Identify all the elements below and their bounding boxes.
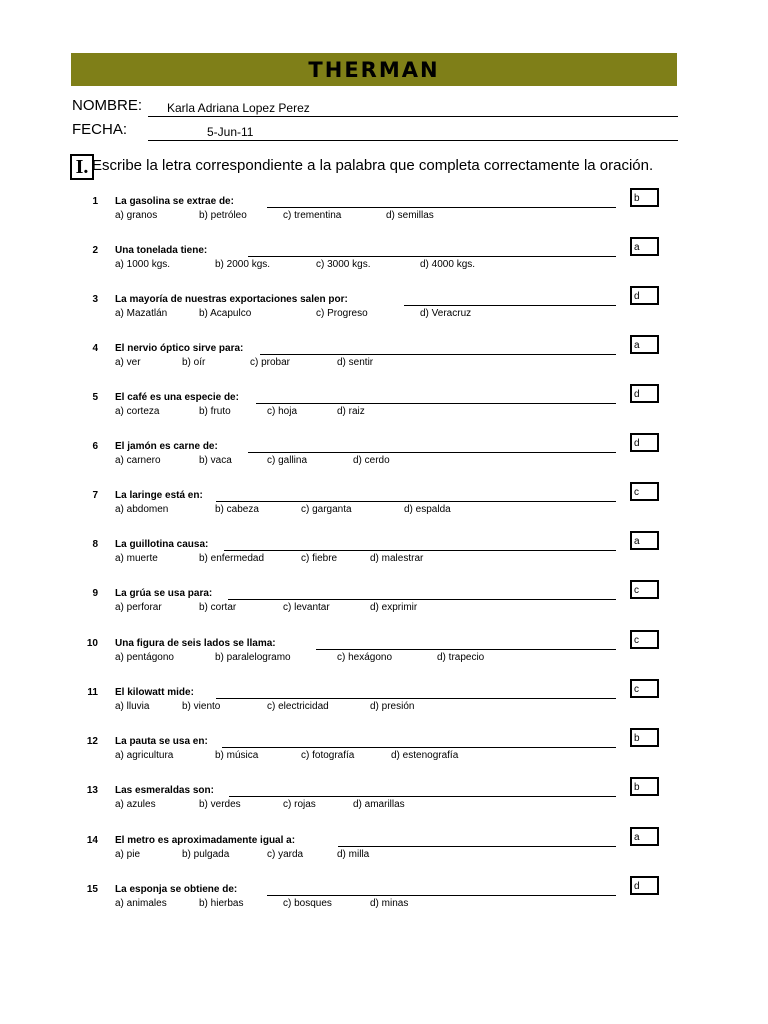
option-b: b) 2000 kgs. xyxy=(215,259,271,270)
option-b: b) fruto xyxy=(199,406,231,417)
option-a: a) carnero xyxy=(115,455,161,466)
question-number: 13 xyxy=(86,785,98,796)
question-number: 14 xyxy=(86,835,98,846)
instruction-text: Escribe la letra correspondiente a la palabra que completa correctamente la oración. xyxy=(92,157,654,174)
question-number: 8 xyxy=(92,539,98,550)
option-c: c) garganta xyxy=(301,504,352,515)
question-item xyxy=(0,389,768,432)
question-item xyxy=(0,733,768,776)
answer-box[interactable]: d xyxy=(630,384,659,403)
question-item xyxy=(0,585,768,628)
option-b: b) cortar xyxy=(199,602,237,613)
option-d: d) cerdo xyxy=(353,455,390,466)
question-number: 5 xyxy=(92,392,98,403)
answer-box[interactable]: a xyxy=(630,531,659,550)
answer-box[interactable]: b xyxy=(630,728,659,747)
question-number: 1 xyxy=(92,196,98,207)
option-c: c) hexágono xyxy=(337,652,393,663)
option-d: d) exprimir xyxy=(370,602,418,613)
option-c: c) 3000 kgs. xyxy=(316,259,371,270)
option-a: a) agricultura xyxy=(115,750,174,761)
question-item xyxy=(0,438,768,481)
question-text: La laringe está en: xyxy=(115,490,203,501)
answer-line xyxy=(404,305,616,306)
option-d: d) amarillas xyxy=(353,799,405,810)
question-item xyxy=(0,782,768,825)
option-c: c) yarda xyxy=(267,849,304,860)
option-a: a) muerte xyxy=(115,553,158,564)
answer-line xyxy=(224,550,616,551)
section-numeral: I. xyxy=(70,154,94,180)
option-c: c) bosques xyxy=(283,898,332,909)
nombre-value[interactable]: Karla Adriana Lopez Perez xyxy=(167,101,310,115)
question-text: Las esmeraldas son: xyxy=(115,785,214,796)
answer-box[interactable]: d xyxy=(630,286,659,305)
option-b: b) oír xyxy=(182,357,206,368)
answer-line xyxy=(229,796,616,797)
option-d: d) Veracruz xyxy=(420,308,472,319)
option-d: d) raiz xyxy=(337,406,365,417)
answer-line xyxy=(222,747,616,748)
option-c: c) rojas xyxy=(283,799,316,810)
option-d: d) presión xyxy=(370,701,415,712)
option-b: b) paralelogramo xyxy=(215,652,291,663)
question-text: El metro es aproximadamente igual a: xyxy=(115,835,296,846)
option-c: c) hoja xyxy=(267,406,298,417)
question-item xyxy=(0,193,768,236)
option-b: b) música xyxy=(215,750,259,761)
question-number: 15 xyxy=(86,884,98,895)
option-c: c) Progreso xyxy=(316,308,368,319)
question-item xyxy=(0,487,768,530)
question-item xyxy=(0,242,768,285)
option-d: d) 4000 kgs. xyxy=(420,259,476,270)
fecha-label: FECHA: xyxy=(72,121,128,138)
answer-line xyxy=(248,256,616,257)
question-number: 2 xyxy=(92,245,98,256)
question-text: La guillotina causa: xyxy=(115,539,209,550)
question-text: La gasolina se extrae de: xyxy=(115,196,234,207)
answer-box[interactable]: b xyxy=(630,188,659,207)
question-number: 12 xyxy=(86,736,98,747)
fecha-underline xyxy=(148,140,678,141)
page-title: THERMAN xyxy=(308,57,440,82)
option-b: b) enfermedad xyxy=(199,553,265,564)
option-b: b) Acapulco xyxy=(199,308,252,319)
question-item xyxy=(0,340,768,383)
question-text: La pauta se usa en: xyxy=(115,736,208,747)
option-d: d) estenografía xyxy=(391,750,459,761)
answer-box[interactable]: d xyxy=(630,433,659,452)
question-number: 4 xyxy=(92,343,98,354)
question-text: La grúa se usa para: xyxy=(115,588,213,599)
answer-line xyxy=(256,403,616,404)
option-d: d) milla xyxy=(337,849,370,860)
question-number: 6 xyxy=(92,441,98,452)
question-number: 7 xyxy=(92,490,98,501)
option-a: a) pentágono xyxy=(115,652,174,663)
question-number: 9 xyxy=(92,588,98,599)
answer-box[interactable]: a xyxy=(630,237,659,256)
question-text: Una tonelada tiene: xyxy=(115,245,208,256)
nombre-underline xyxy=(148,116,678,117)
option-b: b) viento xyxy=(182,701,221,712)
option-a: a) ver xyxy=(115,357,141,368)
option-b: b) pulgada xyxy=(182,849,230,860)
question-text: El café es una especie de: xyxy=(115,392,239,403)
answer-line xyxy=(228,599,616,600)
option-c: c) trementina xyxy=(283,210,342,221)
answer-box[interactable]: b xyxy=(630,777,659,796)
option-d: d) trapecio xyxy=(437,652,485,663)
question-number: 11 xyxy=(87,687,98,698)
option-a: a) animales xyxy=(115,898,167,909)
question-item xyxy=(0,291,768,334)
option-a: a) Mazatlán xyxy=(115,308,168,319)
answer-line xyxy=(267,895,616,896)
option-b: b) petróleo xyxy=(199,210,247,221)
answer-box[interactable]: c xyxy=(630,580,659,599)
answer-line xyxy=(316,649,616,650)
answer-line xyxy=(260,354,616,355)
nombre-label: NOMBRE: xyxy=(72,97,143,114)
answer-box[interactable]: c xyxy=(630,630,659,649)
question-text: El jamón es carne de: xyxy=(115,441,218,452)
option-c: c) fiebre xyxy=(301,553,338,564)
option-b: b) hierbas xyxy=(199,898,244,909)
answer-line xyxy=(216,698,616,699)
answer-line xyxy=(267,207,616,208)
answer-box[interactable]: d xyxy=(630,876,659,895)
question-text: El nervio óptico sirve para: xyxy=(115,343,244,354)
answer-box[interactable]: c xyxy=(630,679,659,698)
option-d: d) minas xyxy=(370,898,409,909)
question-item xyxy=(0,536,768,579)
option-d: d) sentir xyxy=(337,357,374,368)
option-a: a) corteza xyxy=(115,406,160,417)
question-text: Una figura de seis lados se llama: xyxy=(115,638,276,649)
answer-line xyxy=(216,501,616,502)
question-text: La esponja se obtiene de: xyxy=(115,884,238,895)
fecha-value[interactable]: 5-Jun-11 xyxy=(207,125,254,139)
option-d: d) malestrar xyxy=(370,553,424,564)
option-b: b) vaca xyxy=(199,455,232,466)
option-c: c) fotografía xyxy=(301,750,355,761)
question-text: La mayoría de nuestras exportaciones salen por: xyxy=(115,294,348,305)
question-item xyxy=(0,881,768,924)
title-banner xyxy=(71,53,677,86)
option-a: a) pie xyxy=(115,849,141,860)
option-b: b) cabeza xyxy=(215,504,259,515)
option-a: a) 1000 kgs. xyxy=(115,259,171,270)
option-a: a) azules xyxy=(115,799,156,810)
answer-line xyxy=(338,846,616,847)
option-a: a) perforar xyxy=(115,602,162,613)
answer-box[interactable]: c xyxy=(630,482,659,501)
question-item xyxy=(0,832,768,875)
answer-box[interactable]: a xyxy=(630,335,659,354)
option-a: a) granos xyxy=(115,210,158,221)
question-number: 10 xyxy=(86,638,98,649)
question-number: 3 xyxy=(92,294,98,305)
option-c: c) probar xyxy=(250,357,291,368)
option-c: c) electricidad xyxy=(267,701,329,712)
option-a: a) abdomen xyxy=(115,504,169,515)
answer-line xyxy=(248,452,616,453)
option-b: b) verdes xyxy=(199,799,241,810)
option-d: d) semillas xyxy=(386,210,434,221)
question-text: El kilowatt mide: xyxy=(115,687,194,698)
option-c: c) gallina xyxy=(267,455,308,466)
answer-box[interactable]: a xyxy=(630,827,659,846)
option-a: a) lluvia xyxy=(115,701,150,712)
question-item xyxy=(0,684,768,727)
option-c: c) levantar xyxy=(283,602,330,613)
question-item xyxy=(0,635,768,678)
option-d: d) espalda xyxy=(404,504,451,515)
